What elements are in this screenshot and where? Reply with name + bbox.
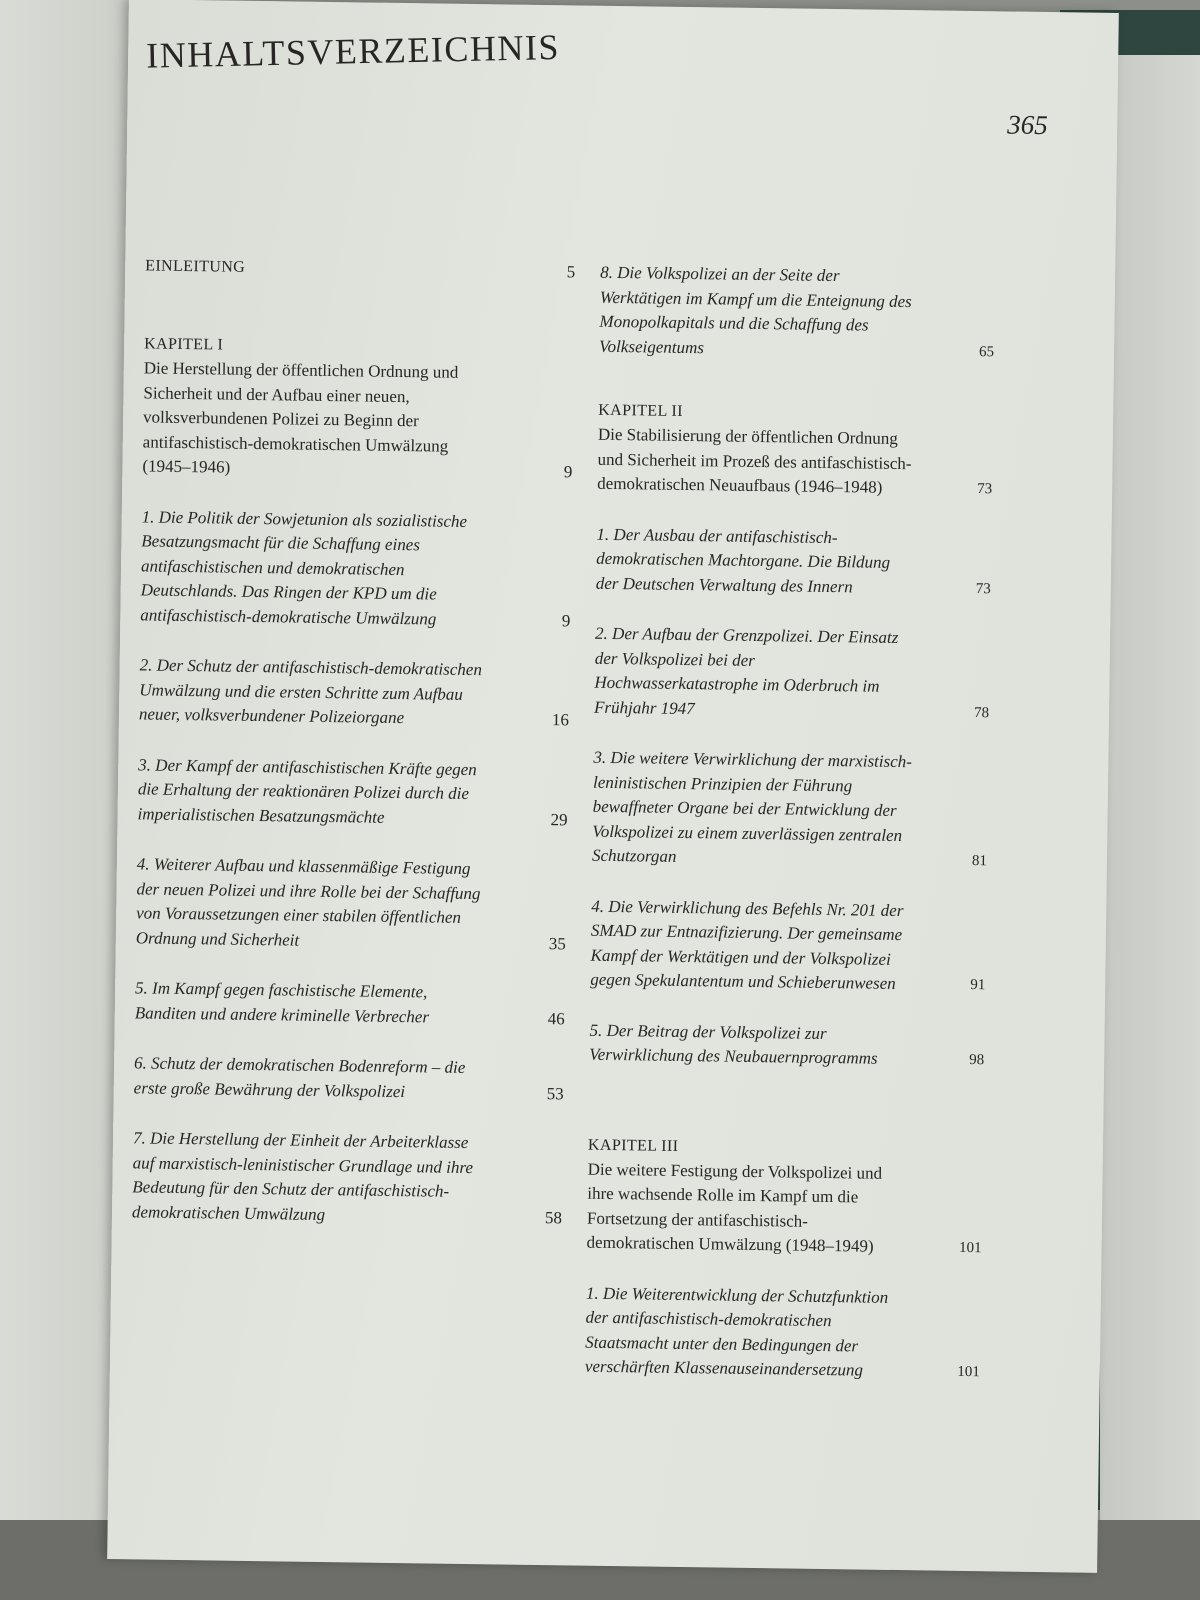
toc-item-1-7	[132, 1126, 563, 1230]
toc-item-1-3	[137, 753, 568, 832]
chapter-1-page: 9	[563, 462, 573, 482]
toc-item-1-5	[135, 976, 566, 1031]
toc-item-3-1	[585, 1281, 981, 1385]
chapter-3-heading: KAPITEL III	[587, 1136, 679, 1155]
toc-item-page: 29	[550, 809, 568, 829]
toc-item-text: 6. Schutz der demokratischen Bodenreform – die erste große Bewährung der Volkspolizei	[133, 1053, 466, 1101]
toc-item-page: 78	[973, 704, 990, 721]
chapter-3-page: 101	[958, 1239, 982, 1257]
chapter-1-title: Die Herstellung der öffentlichen Ordnung und Sicherheit und der Aufbau einer neuen, volksverbundenen Polizei zu Beginn der antifaschistisch-demokratischen Umwälzung (1945–1946)	[142, 358, 459, 477]
toc-item-text: 5. Der Beitrag der Volkspolizei zur Verwirklichung des Neubauernprogramms	[589, 1020, 878, 1068]
chapter-2-heading: KAPITEL II	[598, 401, 684, 420]
toc-item-page: 58	[544, 1207, 563, 1227]
toc-item-2-5	[589, 1018, 985, 1073]
toc-item-page: 91	[970, 977, 986, 994]
toc-item-page: 35	[548, 933, 566, 953]
toc-item-page: 9	[561, 610, 571, 630]
toc-left-column	[132, 254, 576, 1230]
book-page	[107, 0, 1119, 1573]
toc-item-2-4	[590, 894, 986, 998]
toc-item-text: 1. Der Ausbau der antifaschistisch-demokratischen Machtorgane. Die Bildung der Deutschen Verwaltung des Innern	[595, 524, 891, 596]
toc-item-1-6	[134, 1051, 565, 1106]
toc-item-page: 81	[971, 853, 988, 870]
toc-chapter-2	[597, 399, 993, 502]
toc-item-text: 2. Der Aufbau der Grenzpolizei. Der Einsatz der Volkspolizei bei der Hochwasserkatastrophe im Oderbruch im Frühjahr 1947	[593, 623, 899, 718]
toc-item-2-2	[594, 622, 990, 726]
toc-item-text: 4. Die Verwirklichung des Befehls Nr. 201 der SMAD zur Entnazifizierung. Der gemeinsame Kampf der Werktätigen und der Volkspolizei gegen Spekulantentum und Schieberunwesen	[590, 896, 904, 993]
chapter-2-page: 73	[977, 481, 993, 498]
toc-item-page: 53	[546, 1083, 564, 1103]
toc-item-2-1	[596, 522, 992, 601]
toc-chapter-1	[142, 332, 574, 484]
toc-item-1-4	[136, 852, 567, 956]
toc-item-1-8	[599, 261, 995, 365]
toc-item-page: 98	[969, 1052, 985, 1069]
toc-item-text: 2. Der Schutz der antifaschistisch-demokratischen Umwälzung und die ersten Schritte zum Aufbau neuer, volksverbundener Polizeiorgane	[138, 655, 483, 728]
toc-item-page: 46	[547, 1008, 565, 1028]
toc-item-text: 8. Die Volkspolizei an der Seite der Werktätigen im Kampf um die Enteignung des Monopolkapitals und die Schaffung des Volkseigentums	[599, 262, 912, 357]
toc-item-text: 4. Weiterer Aufbau und klassenmäßige Festigung der neuen Polizei und ihre Rolle bei der Schaffung von Voraussetzungen einer stabilen öffentlichen Ordnung und Sicherheit	[135, 854, 481, 950]
chapter-1-heading: KAPITEL I	[144, 335, 224, 354]
introduction-page: 5	[566, 261, 576, 281]
toc-item-text: 7. Die Herstellung der Einheit der Arbeiterklasse auf marxistisch-leninistischer Grundlage und ihre Bedeutung für den Schutz der antifaschistisch-demokratischen Umwälzung	[131, 1128, 474, 1224]
toc-item-page: 73	[975, 580, 991, 597]
toc-item-page: 65	[978, 343, 995, 360]
toc-item-page: 16	[551, 710, 570, 730]
toc-item-text: 1. Die Politik der Sowjetunion als sozialistische Besatzungsmacht für die Schaffung eines antifaschistischen und demokratischen Deutschlands. Das Ringen der KPD um die antifaschistisch-demokratische Umwälzung	[140, 506, 468, 629]
toc-item-text: 3. Der Kampf der antifaschistischen Kräfte gegen die Erhaltung der reaktionären Polizei durch die imperialistischen Besatzungsmächte	[137, 754, 477, 827]
toc-item-1-1	[140, 505, 572, 633]
page-title: INHALTSVERZEICHNIS	[145, 26, 561, 76]
introduction-label: EINLEITUNG	[145, 257, 246, 276]
chapter-3-title: Die weitere Festigung der Volkspolizei und ihre wachsende Rolle im Kampf um die Fortsetzung der antifaschistisch-demokratischen Umwälzung (1948–1949)	[586, 1159, 883, 1256]
toc-item-text: 1. Die Weiterentwicklung der Schutzfunktion der antifaschistisch-demokratischen Staatsmacht unter den Bedingungen der verschärften Klassenauseinandersetzung	[584, 1283, 889, 1380]
toc-item-text: 3. Die weitere Verwirklichung der marxistisch-leninistischen Prinzipien der Führung bewaffneter Organe bei der Entwicklung der Volkspolizei zu einem zuverlässigen zentralen Schutzorgan	[591, 747, 913, 866]
chapter-2-title: Die Stabilisierung der öffentlichen Ordnung und Sicherheit im Prozeß des antifaschistisch-demokratischen Neuaufbaus (1946–1948)	[597, 424, 912, 497]
toc-item-1-2	[139, 653, 570, 732]
toc-item-text: 5. Im Kampf gegen faschistische Elemente, Banditen und andere kriminelle Verbrecher	[134, 978, 430, 1026]
toc-item-page: 101	[957, 1363, 980, 1381]
toc-chapter-3	[586, 1133, 983, 1261]
page-number: 365	[1007, 109, 1048, 141]
toc-right-column	[585, 261, 996, 1385]
toc-item-2-3	[592, 746, 989, 874]
